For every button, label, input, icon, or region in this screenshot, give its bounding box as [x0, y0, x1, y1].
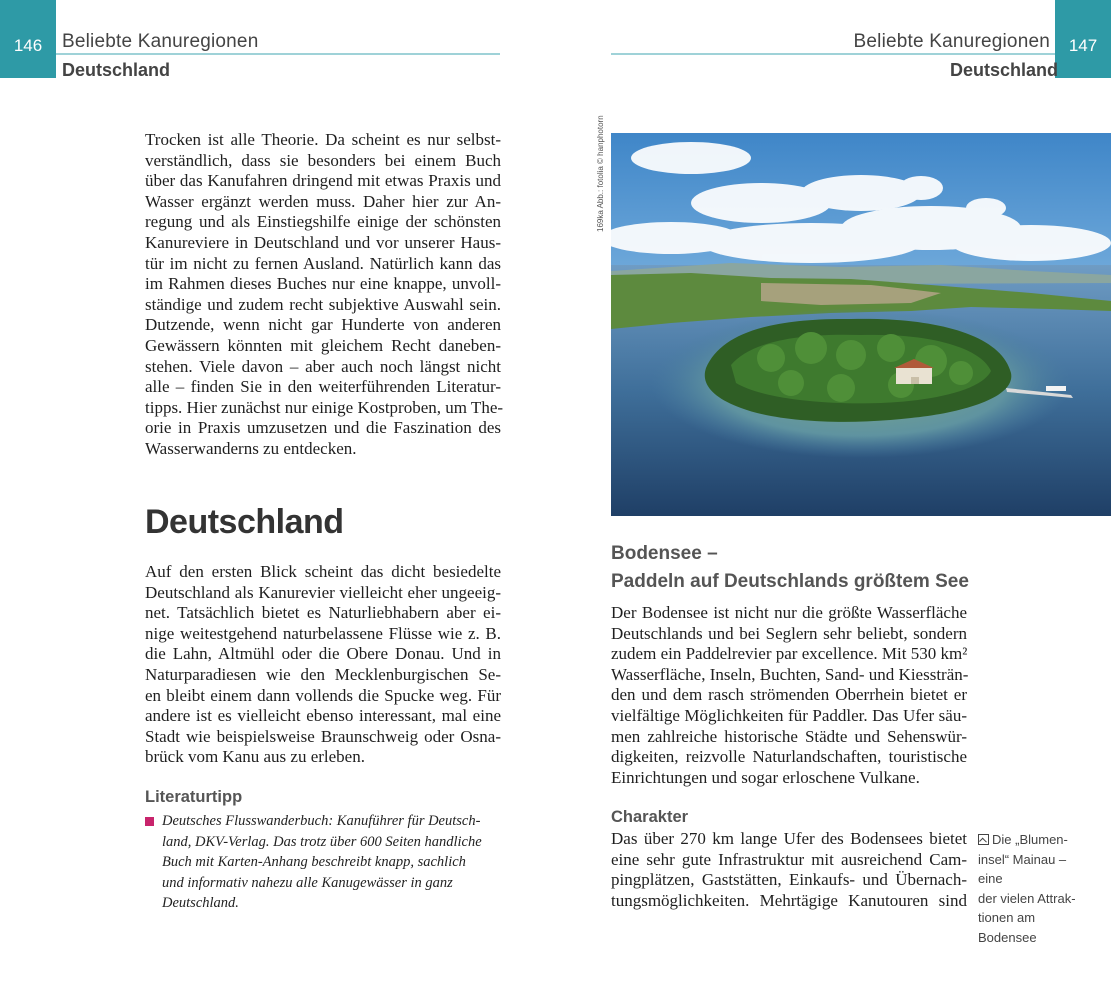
bodensee-heading	[611, 540, 969, 596]
text-line: Deutschland als Kanurevier vielleicht eher ungeeig-	[145, 582, 501, 602]
text-line: tür im nicht zu fernen Ausland. Natürlich kann das	[145, 253, 501, 273]
text-line: ständige und zudem recht subjektive Auswahl sein.	[145, 294, 501, 314]
charakter-heading: Charakter	[611, 808, 689, 826]
text-line: Der Bodensee ist nicht nur die größte Wasserfläche	[611, 603, 967, 622]
heading-deutschland: Deutschland	[145, 503, 344, 541]
text-line: tungsmöglichkeiten. Mehrtägige Kanutouren sind	[611, 890, 967, 910]
text-line: Auf den ersten Blick scheint das dicht besiedelte	[145, 562, 501, 581]
caption-line: insel“ Mainau – eine	[978, 851, 1067, 886]
text-line: Das über 270 km lange Ufer des Bodensees bietet	[611, 829, 967, 848]
literature-line: Deutschland.	[162, 895, 239, 911]
caption-line: tionen am Bodensee	[978, 910, 1037, 945]
photo-caption	[978, 830, 1088, 947]
section-title-right: Beliebte Kanuregionen	[853, 31, 1050, 52]
text-line: Einrichtungen und sogar erloschene Vulkane.	[611, 767, 920, 787]
text-line: im Rahmen dieses Buches nur eine knappe, unvoll-	[145, 274, 501, 294]
section-title-left: Beliebte Kanuregionen	[62, 31, 259, 52]
page-number-right: 147	[1055, 0, 1111, 78]
text-line: orie in Praxis umzusetzen und die Faszination des	[145, 418, 501, 438]
bodensee-paragraph	[611, 603, 967, 788]
subsection-title-left: Deutschland	[62, 60, 171, 80]
page-number-left: 146	[0, 0, 56, 78]
text-line: Dutzende, wenn nicht gar Hunderte von anderen	[145, 315, 501, 335]
header-rule-right	[611, 53, 1055, 55]
photo-credit: 169ka Abb.: fotolia © hanphotorn	[596, 115, 605, 232]
caption-line: der vielen Attrak-	[978, 890, 1076, 906]
text-line: Deutschlands und bei Seglern sehr beliebt, sondern	[611, 623, 967, 643]
text-line: über das Kanufahren dringend mit etwas Praxis und	[145, 171, 501, 191]
text-line: nige weitestgehend naturbelassene Flüsse wie z. B.	[145, 623, 501, 643]
text-line: tipps. Hier zunächst nur einige Kostproben, um The-	[145, 397, 504, 417]
literature-line: Deutsches Flusswanderbuch: Kanuführer für Deutsch-	[162, 813, 481, 829]
text-line: Naturparadiesen wie den Mecklenburgischen Se-	[145, 664, 501, 684]
literature-item	[145, 811, 501, 914]
intro-paragraph	[145, 130, 504, 460]
text-line: zudem ein Paddelrevier par excellence. Mit 530 km²	[611, 644, 968, 664]
bodensee-heading-line: Paddeln auf Deutschlands größtem See	[611, 571, 969, 592]
text-line: andere ist es vielleicht ebenso interessant, mal eine	[145, 706, 501, 726]
text-line: eine sehr gute Infrastruktur mit ausreichend Cam-	[611, 849, 967, 869]
literature-line: land, DKV-Verlag. Das trotz über 600 Seiten handliche	[162, 833, 482, 850]
charakter-paragraph	[611, 829, 967, 911]
caption-line: Die „Blumen-	[992, 832, 1068, 847]
text-line: verständlich, dass sie besonders bei einem Buch	[145, 150, 501, 170]
text-line: pingplätzen, Gaststätten, Einkaufs- und Übernach-	[611, 870, 967, 890]
text-line: Gewässern könnten mit gleichem Recht daneben-	[145, 335, 501, 355]
subsection-title-right: Deutschland	[949, 60, 1058, 80]
header-rule-left	[56, 53, 500, 55]
text-line: Kanureviere in Deutschland und vor unserer Haus-	[145, 232, 501, 252]
text-line: digkeiten, reizvolle Naturlandschaften, touristische	[611, 747, 967, 767]
text-line: vielfältige Möglichkeiten für Paddler. Das Ufer säu-	[611, 705, 967, 725]
text-line: Wasser ergänzt werden muss. Daher hier zur An-	[145, 191, 501, 211]
text-line: regung und als Einstiegshilfe einige der schönsten	[145, 212, 501, 232]
text-line: brück vom Kanu aus zu erleben.	[145, 747, 365, 767]
literature-heading: Literaturtipp	[145, 788, 243, 806]
text-line: Trocken ist alle Theorie. Da scheint es nur selbst-	[145, 130, 501, 149]
text-line: Wasserfläche, Inseln, Buchten, Sand- und Kiessträn-	[611, 664, 969, 684]
text-line: Stadt wie beispielsweise Braunschweig oder Osna-	[145, 726, 501, 746]
text-line: alle – finden Sie in den weiterführenden Literatur-	[145, 377, 501, 397]
literature-line: und informativ nahezu alle Kanugewässer in ganz	[162, 874, 453, 891]
text-line: den und dem rasch strömenden Oberrhein bietet er	[611, 685, 967, 705]
text-line: en bleibt einem dann vollends die Spucke weg. Für	[145, 685, 501, 705]
arrow-up-icon	[978, 834, 989, 845]
bullet-icon	[145, 817, 154, 826]
literature-line: Buch mit Karten-Anhang beschreibt knapp, sachlich	[162, 854, 466, 870]
text-line: net. Tatsächlich bietet es Naturliebhabern aber ei-	[145, 603, 501, 623]
text-line: Wasserwanderns zu entdecken.	[145, 438, 357, 458]
bodensee-heading-line: Bodensee –	[611, 543, 718, 564]
text-line: men zahlreiche historische Städte und Sehenswür-	[611, 726, 967, 746]
deutschland-paragraph	[145, 562, 501, 768]
text-line: stehen. Viele davon – aber auch noch längst nicht	[145, 356, 501, 376]
mainau-island-photo	[611, 133, 1111, 516]
text-line: die Lahn, Altmühl oder die Obere Donau. Und in	[145, 644, 501, 664]
